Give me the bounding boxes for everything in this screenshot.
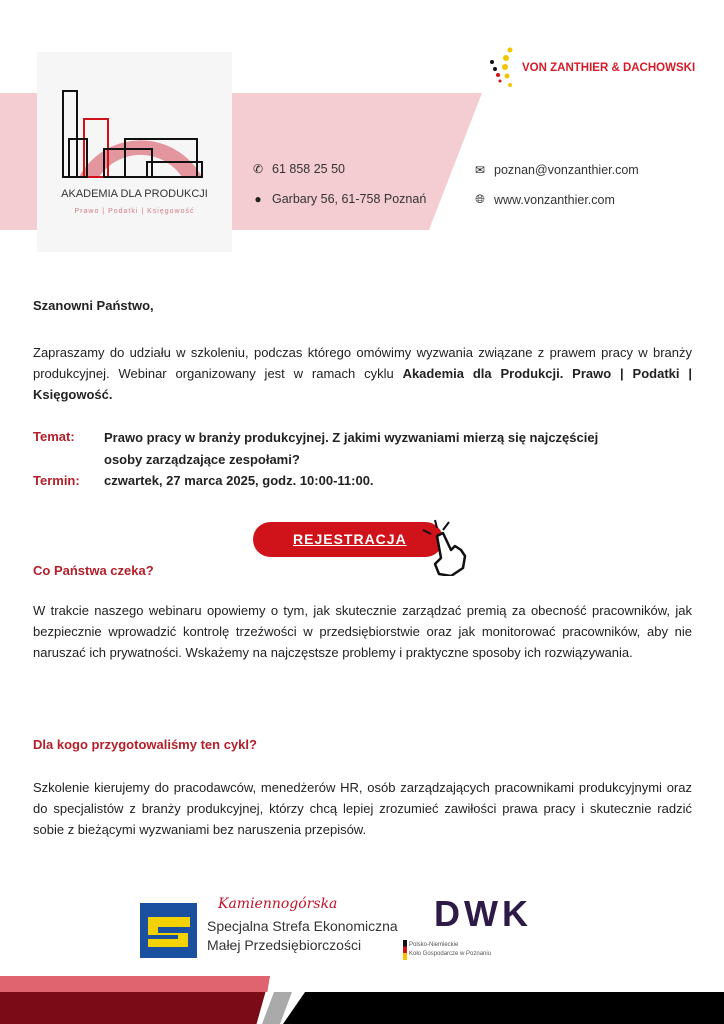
- phone-contact: [252, 162, 345, 176]
- website-link[interactable]: www.vonzanthier.com: [494, 192, 615, 207]
- phone-number: 61 858 25 50: [272, 162, 345, 176]
- location-pin-icon: ●: [254, 192, 262, 206]
- ksse-name: [207, 917, 398, 955]
- topic-label: Temat:: [33, 429, 75, 444]
- address-contact: [252, 192, 426, 206]
- dwk-logo: DWK: [434, 893, 532, 934]
- date: czwartek, 27 marca 2025, godz. 10:00-11:00.: [104, 473, 374, 488]
- section2-title: Dla kogo przygotowaliśmy ten cykl?: [33, 737, 257, 752]
- email-contact[interactable]: [474, 163, 639, 177]
- pointer-hand-icon: [413, 516, 473, 576]
- date-label: Termin:: [33, 473, 80, 488]
- ksse-logo-icon: [140, 903, 197, 958]
- vzd-dots-icon: [488, 44, 518, 92]
- envelope-icon: ✉: [474, 163, 486, 177]
- email-link[interactable]: poznan@vonzanthier.com: [494, 163, 639, 177]
- footer-black-band: [283, 992, 724, 1024]
- address: Garbary 56, 61-758 Poznań: [272, 192, 427, 206]
- dwk-line2: Koło Gospodarcze w Poznaniu: [409, 951, 492, 957]
- topic: Prawo pracy w branży produkcyjnej. Z jakimi wyzwaniami mierzą się najczęściej osoby zarządzające zespołami?: [104, 430, 599, 467]
- partner-name: VON ZANTHIER & DACHOWSKI: [522, 62, 696, 74]
- phone-icon: ✆: [252, 162, 264, 176]
- partner-logo: [488, 44, 695, 92]
- german-flag-icon: [403, 940, 407, 960]
- series-name: Akademia dla Produkcji. Prawo | Podatki | Księgowość.: [33, 366, 692, 402]
- register-label[interactable]: REJESTRACJA: [293, 531, 407, 547]
- ksse-line2: Małej Przedsiębiorczości: [207, 937, 362, 953]
- footer-pink-band: [0, 976, 270, 992]
- logo-subtitle: Prawo | Podatki | Księgowość: [74, 208, 195, 215]
- factory-logo-icon: [57, 82, 207, 182]
- ksse-line1: Specjalna Strefa Ekonomiczna: [207, 918, 398, 934]
- intro-paragraph: [33, 342, 692, 405]
- akademia-logo: [37, 52, 232, 252]
- section2-text: Szkolenie kierujemy do pracodawców, menedżerów HR, osób zarządzających pracownikami produkcyjnymi oraz do specjalistów z branży produkcyjnej, którzy chcą lepiej zrozumieć zawiłości prawa pracy i skutecznie radzić sobie z bieżącymi wyzwaniami bez naruszenia przepisów.: [33, 780, 692, 837]
- section1-title: Co Państwa czeka?: [33, 563, 154, 578]
- globe-icon: 🌐︎: [475, 192, 485, 206]
- register-button[interactable]: [253, 522, 443, 557]
- dwk-line1: Polsko-Niemieckie: [409, 942, 459, 948]
- intro-text: Zapraszamy do udziału w szkoleniu, podczas którego omówimy wyzwania związane z prawem pracy w branży produkcyjnej. Webinar organizowany jest w ramach cyklu: [33, 345, 692, 381]
- section1-text: W trakcie naszego webinaru opowiemy o tym, jak skutecznie zarządzać premią za obecność pracowników, jak bezpiecznie wprowadzić kontrolę trzeźwości w przedsiębiorstwie oraz jak monitorować pracowników, aby nie naruszać ich prywatności. Wskażemy na najczęstsze problemy i praktyczne sposoby ich rozwiązywania.: [33, 603, 692, 660]
- greeting: Szanowni Państwo,: [33, 298, 154, 313]
- website-contact[interactable]: [474, 192, 615, 207]
- ksse-script: Kamiennogórska: [218, 896, 338, 912]
- dwk-text: [409, 941, 491, 959]
- logo-title: AKADEMIA DLA PRODUKCJI: [61, 188, 208, 200]
